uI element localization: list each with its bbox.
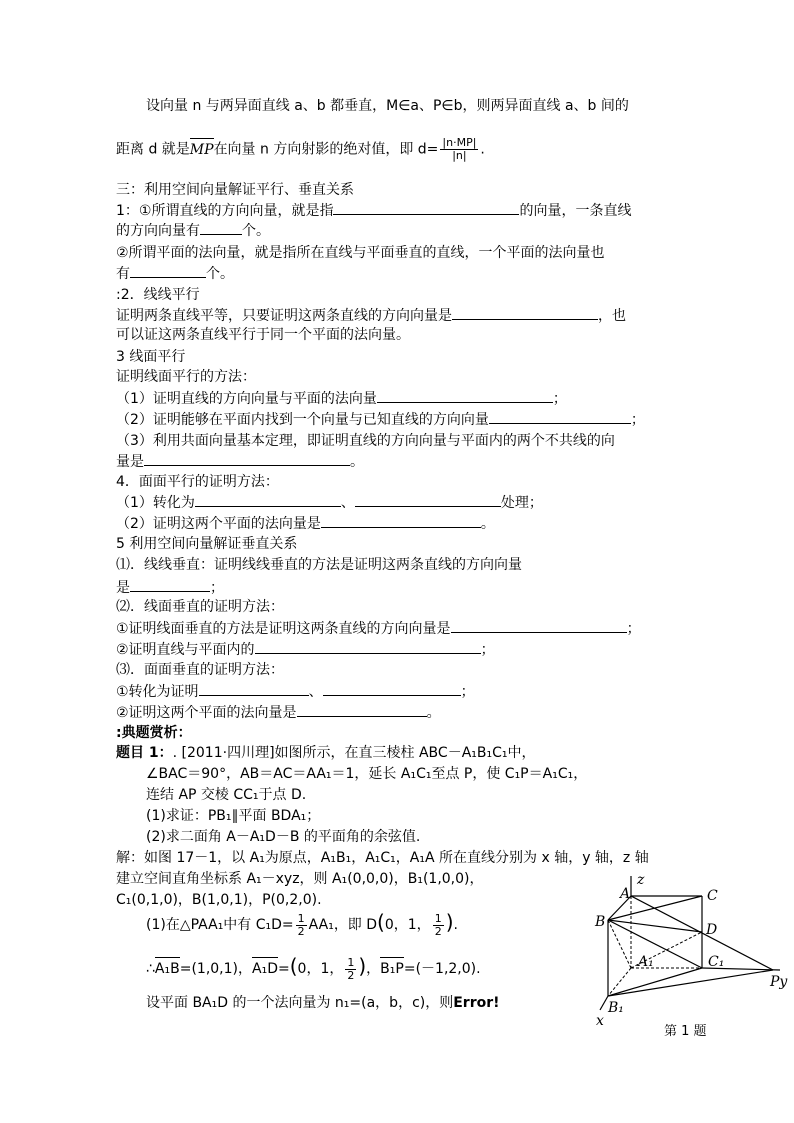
line-a1b xyxy=(608,920,631,968)
blank-field[interactable] xyxy=(489,409,631,424)
s3-p10b: 是 ； xyxy=(116,577,682,598)
section-heading: 三：利用空间向量解证平行、垂直关系 xyxy=(116,182,354,198)
label-a1: A₁ xyxy=(638,954,654,970)
example-heading: :典题赏析： xyxy=(116,725,192,741)
example-problem-line-1: 题目 1：. [2011·四川理]如图所示，在直三棱柱 ABC－A₁B₁C₁中， xyxy=(116,745,536,761)
s3-h3: 3 线面平行 xyxy=(116,349,186,365)
label-b1: B₁ xyxy=(608,1000,624,1016)
blank-field[interactable] xyxy=(297,702,427,717)
s3-p7a: （3）利用共面向量基本定理，即证明直线的方向向量与平面内的两个不共线的向 xyxy=(116,433,615,449)
edge-a1b1 xyxy=(608,968,631,996)
prism-figure xyxy=(590,868,790,1043)
s3-h2: :2．线线平行 xyxy=(116,287,200,303)
example-problem-line-3: 连结 AP 交棱 CC₁于点 D. xyxy=(146,787,307,803)
label-c: C xyxy=(707,888,718,904)
solution-line-3: C₁(0,1,0)，B(1,0,1)，P(0,2,0). xyxy=(116,892,322,908)
intro-line-2: 距离 d 就是MP在向量 n 方向射影的绝对值，即 d= $\frac{|n\cdot MP|}{|n|}$ . xyxy=(116,136,485,162)
intro-line-1: 设向量 n 与两异面直线 a、b 都垂直，M∈a、P∈b，则两异面直线 a、b 间的 xyxy=(146,98,629,114)
blank-field[interactable] xyxy=(323,681,461,696)
s3-p3b: 可以证这两条直线平行于同一个平面的法向量。 xyxy=(116,327,410,343)
line-bc1 xyxy=(608,920,702,968)
solution-line-5: ∴A₁B=(1,0,1)，A₁D=(0，1， $\frac{1}{2}$ )，B₁P=(－1,2,0). xyxy=(146,954,481,982)
s3-p11: ⑵．线面垂直的证明方法： xyxy=(116,599,284,615)
example-problem-line-4: (1)求证：PB₁∥平面 BDA₁； xyxy=(146,808,321,824)
solution-line-6: 设平面 BA₁D 的一个法向量为 n₁=(a，b，c)，则Error! xyxy=(146,995,500,1011)
s3-p10a: ⑴．线线垂直：证明线线垂直的方法是证明这两条直线的方向向量 xyxy=(116,557,522,573)
blank-field[interactable] xyxy=(200,220,242,235)
s3-p9: （2）证明这两个平面的法向量是 。 xyxy=(116,513,682,534)
edge-b1c1 xyxy=(608,968,702,996)
label-d: D xyxy=(706,922,718,938)
blank-field[interactable] xyxy=(130,577,210,592)
s3-p3a: 证明两条直线平等，只要证明这两条直线的方向向量是 ，也 xyxy=(116,305,682,326)
s3-p6: （2）证明能够在平面内找到一个向量与已知直线的方向向量 ； xyxy=(116,409,682,430)
s3-p1b: 的方向向量有 个。 xyxy=(116,220,682,241)
blank-field[interactable] xyxy=(377,388,553,403)
s3-p4: 证明线面平行的方法： xyxy=(116,369,256,385)
label-z: z xyxy=(637,872,645,888)
label-x: x xyxy=(596,1013,604,1029)
s3-p14: ⑶．面面垂直的证明方法： xyxy=(116,662,284,678)
x-axis xyxy=(600,996,608,1010)
blank-field[interactable] xyxy=(199,681,309,696)
s3-p7b: 量是 。 xyxy=(116,451,682,472)
solution-line-1: 解：如图 17－1，以 A₁为原点，A₁B₁，A₁C₁，A₁A 所在直线分别为 x 轴，y 轴，z 轴 xyxy=(116,850,649,866)
s3-p2a: ②所谓平面的法向量，就是指所在直线与平面垂直的直线，一个平面的法向量也 xyxy=(116,245,605,261)
s3-p12: ①证明线面垂直的方法是证明这两条直线的方向向量是 ； xyxy=(116,618,682,639)
blank-field[interactable] xyxy=(452,305,598,320)
solution-line-4: (1)在△PAA₁中有 C₁D= $\frac{1}{2}$ AA₁，即 D(0，1， $\frac{1}{2}$ ). xyxy=(146,910,458,938)
blank-field[interactable] xyxy=(355,492,501,507)
label-b: B xyxy=(595,914,606,930)
s3-p15: ①转化为证明 、 ； xyxy=(116,681,682,702)
s3-p8: （1）转化为 、 处理； xyxy=(116,492,682,513)
example-problem-line-5: (2)求二面角 A－A₁D－B 的平面角的余弦值. xyxy=(146,829,421,845)
example-problem-line-2: ∠BAC＝90°，AB＝AC＝AA₁＝1，延长 A₁C₁至点 P，使 C₁P＝A₁C₁， xyxy=(146,766,588,782)
s3-p13: ②证明直线与平面内的 ； xyxy=(116,639,682,660)
s3-p2b: 有 个。 xyxy=(116,263,682,284)
blank-field[interactable] xyxy=(255,639,481,654)
blank-field[interactable] xyxy=(130,263,206,278)
blank-field[interactable] xyxy=(333,200,519,215)
label-c1: C₁ xyxy=(708,954,725,970)
distance-fraction: $\frac{|n\cdot MP|}{|n|}$ xyxy=(442,136,477,162)
s3-p16: ②证明这两个平面的法向量是 。 xyxy=(116,702,682,723)
label-a: A xyxy=(620,886,631,902)
vector-mp: MP xyxy=(189,141,214,158)
blank-field[interactable] xyxy=(451,618,627,633)
s3-p5: （1）证明直线的方向向量与平面的法向量 ； xyxy=(116,388,682,409)
label-py: Py xyxy=(770,974,788,990)
solution-line-2: 建立空间直角坐标系 A₁－xyz，则 A₁(0,0,0)，B₁(1,0,0)， xyxy=(116,871,484,887)
s3-h5: 5 利用空间向量解证垂直关系 xyxy=(116,536,298,552)
blank-field[interactable] xyxy=(321,513,481,528)
s3-p1a: 1：①所谓直线的方向向量，就是指 的向量，一条直线 xyxy=(116,200,682,221)
figure-caption: 第 1 题 xyxy=(664,1024,707,1039)
blank-field[interactable] xyxy=(195,492,341,507)
edge-b1p xyxy=(608,970,773,996)
blank-field[interactable] xyxy=(144,451,350,466)
s3-h4: 4．面面平行的证明方法： xyxy=(116,474,279,490)
